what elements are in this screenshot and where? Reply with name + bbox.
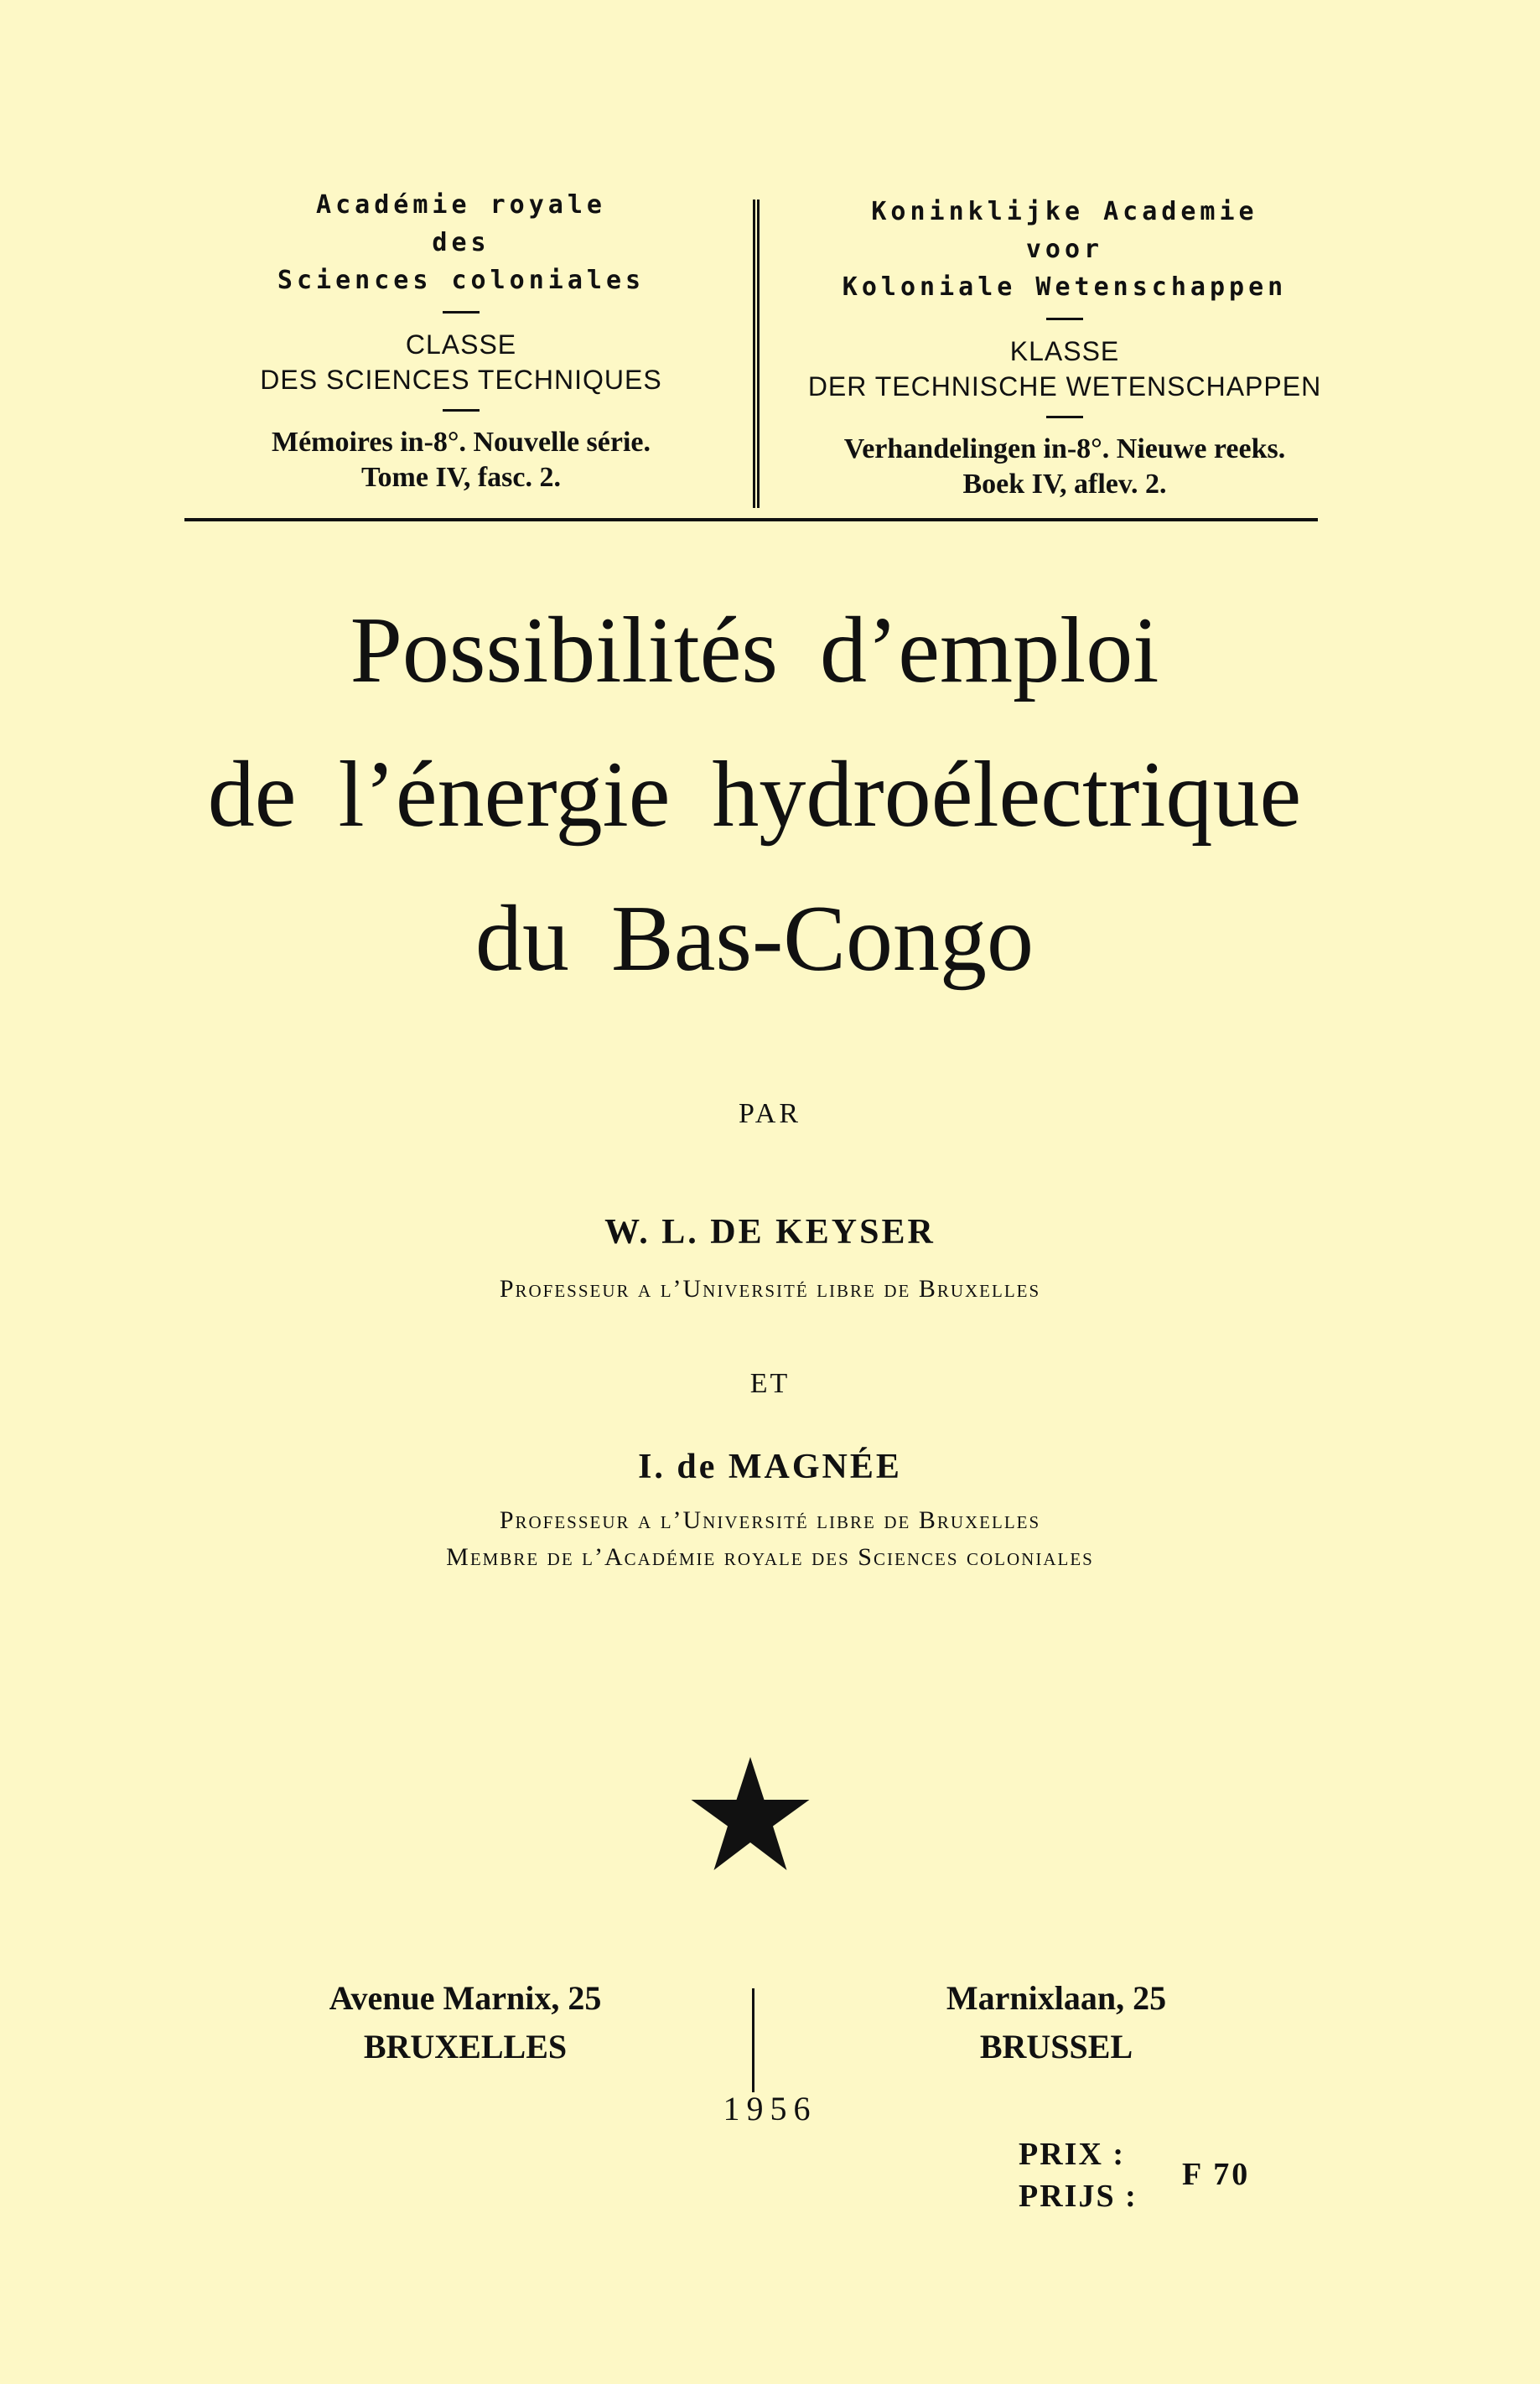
document-title: Possibilités d’emploi de l’énergie hydroélectrique du Bas-Congo — [207, 599, 1302, 991]
header-dash — [443, 311, 480, 314]
header-left-french — [184, 186, 738, 495]
academy-name-nl: Koninklijke Academie voor Koloniale Wetenschappen — [842, 197, 1288, 302]
by-label: PAR — [738, 1098, 802, 1129]
author-affiliation: Professeur a l’Université libre de Bruxelles — [499, 1275, 1041, 1303]
series-info-nl: Verhandelingen in-8°. Nieuwe reeks. Boek IV, aflev. 2. — [843, 433, 1286, 500]
header-dash — [443, 409, 480, 412]
header-vertical-divider — [753, 200, 760, 508]
author-name: W. L. DE KEYSER — [604, 1213, 936, 1252]
address-dutch: Marnixlaan, 25 BRUSSEL — [946, 1979, 1167, 2065]
conjunction: ET — [749, 1368, 791, 1399]
address-french: Avenue Marnix, 25 BRUXELLES — [329, 1979, 602, 2065]
header-dash — [1046, 318, 1083, 320]
price-labels: PRIX : PRIJS : — [1019, 2137, 1138, 2214]
price-value: F 70 — [1182, 2157, 1251, 2192]
star-icon — [687, 1752, 813, 1878]
header-dash — [1046, 416, 1083, 418]
author-name: I. de MAGNÉE — [638, 1448, 902, 1486]
author-affiliations: Professeur a l’Université libre de Bruxelles Membre de l’Académie royale des Sciences coloniales — [446, 1506, 1094, 1571]
header-right-dutch — [771, 193, 1358, 502]
class-name-fr: CLASSE DES SCIENCES TECHNIQUES — [260, 329, 662, 395]
footer-vertical-divider — [752, 1988, 754, 2092]
academy-name-fr: Académie royale des Sciences coloniales — [277, 190, 646, 295]
publication-year: 1956 — [723, 2090, 817, 2127]
series-info-fr: Mémoires in-8°. Nouvelle série. Tome IV, fasc. 2. — [271, 427, 651, 493]
header-horizontal-rule — [184, 518, 1318, 521]
class-name-nl: KLASSE DER TECHNISCHE WETENSCHAPPEN — [807, 336, 1322, 402]
